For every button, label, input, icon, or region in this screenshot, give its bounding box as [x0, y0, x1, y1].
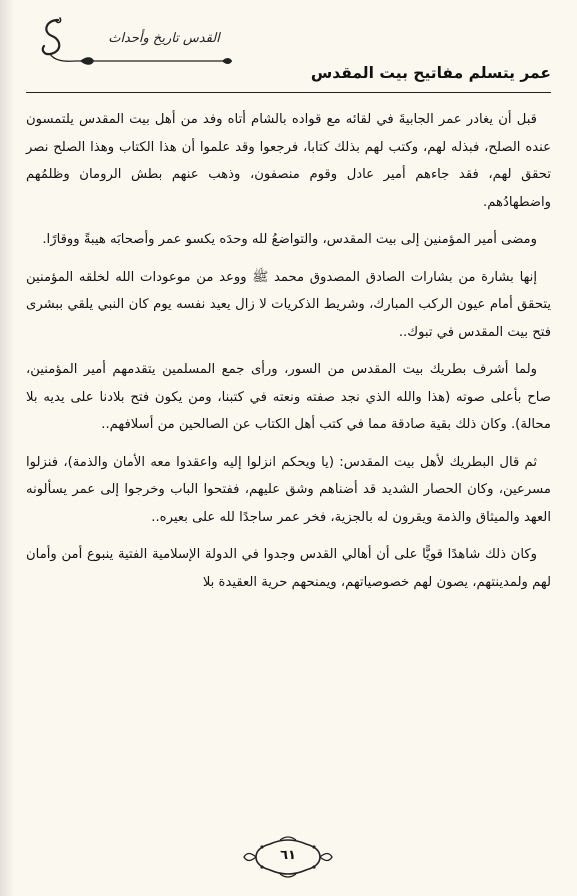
page-footer — [0, 834, 577, 880]
chapter-title: عمر يتسلم مفاتيح بيت المقدس — [310, 64, 551, 82]
running-header — [36, 8, 236, 68]
paragraph-text: ومضى أمير المؤمنين إلى بيت المقدس، والتواضعُ لله وحدَه يكسو عمر وأصحابَه هيبةً ووقارًا. — [42, 232, 537, 247]
paragraph — [26, 356, 551, 439]
paragraph — [26, 449, 551, 532]
paragraph — [26, 106, 551, 216]
paragraph-text: ولما أشرف بطريك بيت المقدس من السور، ورأى جمع المسلمين يتقدمهم أمير المؤمنين، صاح بأعلى صوته (هذا والله الذي نجد صفته ونعته في كتبنا، ومن يكون فتح بلادنا على يديه بلا محالة). وكان ذلك بقية صادقة مما في كتب أهل الكتاب عن الصالحين من أسلافهم.. — [26, 362, 551, 432]
running-header-title: القدس تاريخ وأحداث — [108, 31, 220, 46]
title-divider — [26, 92, 551, 93]
paragraph-text: وكان ذلك شاهدًا قويًّا على أن أهالي القدس وجدوا في الدولة الإسلامية الفتية ينبوع أمن وأمان لهم ولمدينتهم، يصون لهم خصوصياتهم، ويمنحهم حرية العقيدة بلا — [26, 547, 551, 590]
paragraph — [26, 541, 551, 596]
page-number: ٦١ — [280, 848, 296, 863]
paragraph-text: ثم قال البطريك لأهل بيت المقدس: (يا ويحكم انزلوا إليه واعقدوا معه الأمان والذمة)، فنزلوا مسرعين، وكان الحصار الشديد قد أضناهم وشق عليهم، ففتحوا الباب وخرجوا إلى عمر يسألونه العهد والميثاق والذمة ويقرون له بالجزية، فخر عمر ساجدًا لله على بعيره.. — [26, 454, 551, 525]
paragraph-text: قبل أن يغادر عمر الجابيةَ في لقائه مع قواده بالشام أتاه وفد من أهل بيت المقدس يلتمسون عنده الصلح، فبذله لهم، وكتب لهم بذلك كتابا، فرجعوا وقد علموا أن هذا الكتاب وهذا الصلح نصر تحقق لهم، فقد جاءهم أمير عادل وقوم منصفون، وذهب عنهم بطش الرومان وظلمُهم واضطهادُهم. — [26, 112, 551, 210]
binding-shadow — [0, 0, 14, 896]
paragraph — [26, 226, 551, 254]
paragraph — [26, 264, 551, 347]
paragraph-text: إنها بشارة من بشارات الصادق المصدوق محمد ﷺ ووعد من موعودات الله لخلقه المؤمنين يتحقق أمام عيون الركب المبارك، وشريط الذكريات لا زال يعيد نفسه يوم كان النبي يلقي ببشرى فتح بيت المقدس في تبوك.. — [26, 269, 551, 340]
body-text — [26, 106, 551, 606]
